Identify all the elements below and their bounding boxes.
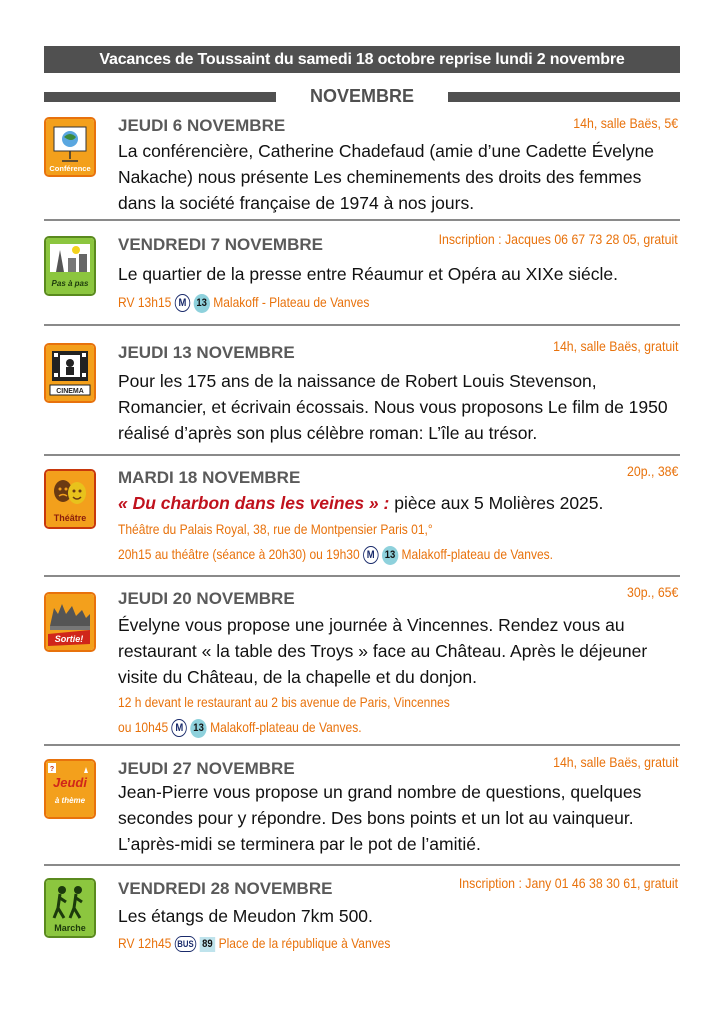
separator	[44, 864, 680, 866]
marche-icon-label: Marche	[54, 923, 86, 933]
rv-place: Malakoff-plateau de Vanves.	[210, 719, 362, 735]
jeudi-icon-label: Jeudi	[53, 775, 87, 790]
pas-a-pas-icon-label: Pas à pas	[51, 279, 89, 288]
event-date: VENDREDI 7 NOVEMBRE	[118, 235, 323, 254]
event-info: 30p., 65€	[626, 584, 678, 600]
event-info: 20p., 38€	[626, 463, 678, 479]
cinema-icon-label: CINEMA	[56, 388, 84, 395]
separator	[44, 219, 680, 221]
event-date: JEUDI 13 NOVEMBRE	[118, 343, 295, 362]
event-description: Jean-Pierre vous propose un grand nombre de questions, quelques secondes pour y répondre. Des bons points et un lot au vainqueur. L’après-midi se terminera par le pot de l’amitié.	[118, 782, 642, 854]
month-heading	[44, 86, 680, 106]
event-date: VENDREDI 28 NOVEMBRE	[118, 879, 333, 898]
rv-place: Place de la république à Vanves	[218, 935, 391, 951]
play-title: « Du charbon dans les veines » :	[118, 493, 390, 513]
event-rendezvous	[118, 292, 369, 313]
separator	[44, 324, 680, 326]
metro-line-badge: 13	[190, 719, 206, 738]
rv-place: Malakoff - Plateau de Vanves	[213, 294, 370, 310]
conference-icon-label: Conférence	[49, 164, 91, 173]
theatre-icon-label: Théâtre	[53, 513, 87, 523]
rv-time: RV 12h45	[118, 935, 172, 951]
event-description: Évelyne vous propose une journée à Vincennes. Rendez vous au restaurant « la table des Troys » face au Château. Après le déjeuner visite du Château, de la chapelle et du donjon.	[118, 615, 648, 687]
event-description: Les étangs de Meudon 7km 500.	[118, 906, 373, 926]
cinema-icon	[44, 343, 96, 403]
rv-place: Malakoff-plateau de Vanves.	[401, 546, 554, 562]
event-venue: Théâtre du Palais Royal, 38, rue de Montpensier Paris 01,°	[118, 521, 433, 537]
event-description: Le quartier de la presse entre Réaumur et Opéra au XIXe siécle.	[118, 264, 618, 284]
marche-icon	[44, 878, 96, 938]
sortie-icon	[44, 592, 96, 652]
metro-icon: M	[363, 546, 378, 564]
event-info: Inscription : Jacques 06 67 73 28 05, gratuit	[438, 231, 678, 247]
svg-text:?: ?	[49, 766, 55, 773]
event-info: 14h, salle Baës, 5€	[573, 115, 678, 131]
event-rendezvous	[118, 717, 362, 738]
bus-line-badge: 89	[200, 937, 216, 952]
rv-time: ou 10h45	[118, 719, 169, 735]
pas-a-pas-icon	[44, 236, 96, 296]
event-rendezvous	[118, 933, 390, 953]
metro-icon: M	[172, 719, 187, 737]
rv-time: RV 13h15	[118, 294, 172, 310]
separator	[44, 575, 680, 577]
theatre-icon	[44, 469, 96, 529]
bus-icon: BUS	[175, 936, 197, 952]
event-description: Pour les 175 ans de la naissance de Robert Louis Stevenson, Romancier, et écrivain écossais. Nous vous proposons Le film de 1950 réalisé d’après son plus célèbre roman: L’île au trésor.	[118, 371, 668, 443]
event-meeting-point: 12 h devant le restaurant au 2 bis avenue de Paris, Vincennes	[118, 694, 450, 710]
metro-line-badge: 13	[382, 546, 398, 565]
event-date: JEUDI 6 NOVEMBRE	[118, 116, 286, 135]
event-info: 14h, salle Baës, gratuit	[552, 754, 678, 770]
jeudi-a-theme-icon	[44, 759, 96, 819]
a-theme-icon-label: à thème	[54, 796, 86, 805]
conference-icon	[44, 117, 96, 177]
event-info: Inscription : Jany 01 46 38 30 61, gratuit	[458, 875, 678, 891]
sortie-icon-label: Sortie!	[54, 634, 84, 644]
event-info: 14h, salle Baës, gratuit	[552, 338, 678, 354]
event-description: La conférencière, Catherine Chadefaud (amie d’une Cadette Évelyne Nakache) nous présente Les cheminements des droits des femmes dans la société française de 1974 à nos jours.	[118, 141, 655, 213]
play-description: pièce aux 5 Molières 2025.	[394, 493, 604, 513]
rv-time: 20h15 au théâtre (séance à 20h30) ou 19h30	[118, 546, 360, 562]
metro-line-badge: 13	[194, 294, 210, 313]
holiday-banner: Vacances de Toussaint du samedi 18 octobre reprise lundi 2 novembre	[44, 46, 680, 73]
separator	[44, 454, 680, 456]
month-label: NOVEMBRE	[309, 86, 414, 106]
separator	[44, 744, 680, 746]
event-date: JEUDI 27 NOVEMBRE	[118, 759, 295, 778]
event-date: JEUDI 20 NOVEMBRE	[118, 589, 295, 608]
metro-icon: M	[175, 294, 190, 312]
event-date: MARDI 18 NOVEMBRE	[118, 468, 301, 487]
event-rendezvous	[118, 544, 553, 565]
event-description	[118, 490, 680, 516]
